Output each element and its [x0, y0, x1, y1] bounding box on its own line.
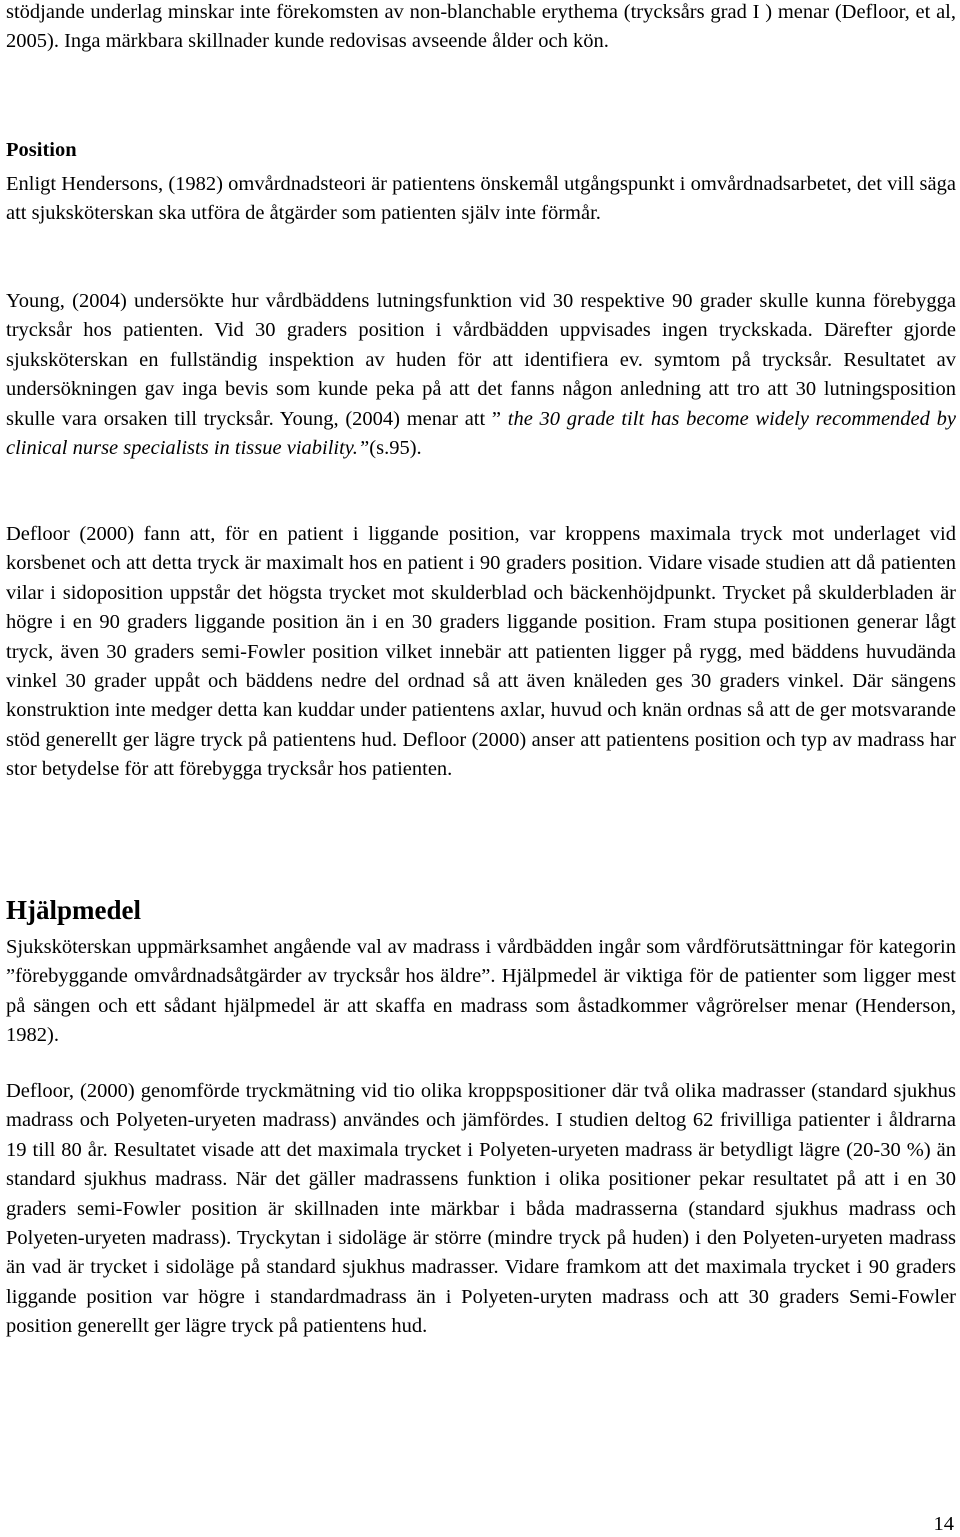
page-number: 14	[933, 1513, 954, 1535]
young-text: Young, (2004) undersökte hur vårdbäddens lutningsfunktion vid 30 respektive 90 grader skulle kunna förebygga trycksår hos patienten. Vid 30 graders position i vårdbädden uppvisades ingen tryckskada. Därefter gjorde sjuksköterskan en fullständig inspektion av huden för att identifiera ev. symtom på trycksår. Resultatet av undersökningen gav inga bevis som kunde peka på att det fanns någon anledning att tro att 30 lutningsposition skulle vara orsaken till trycksår. Young, (2004) menar att ”	[6, 290, 956, 430]
heading-hjalpmedel: Hjälpmedel	[6, 895, 141, 925]
young-citation: (s.95).	[369, 437, 422, 460]
paragraph-position: Enligt Hendersons, (1982) omvårdnadsteori är patientens önskemål utgångspunkt i omvårdnadsarbetet, det vill säga att sjuksköterskan ska utföra de åtgärder som patienten själv inte förmår.	[6, 173, 956, 225]
heading-position: Position	[6, 139, 77, 161]
paragraph-intro: stödjande underlag minskar inte förekomsten av non-blanchable erythema (trycksårs grad I ) menar (Defloor, et al, 2005). Inga märkbara skillnader kunde redovisas avseende ålder och kön.	[6, 1, 956, 53]
paragraph-defloor-2: Defloor, (2000) genomförde tryckmätning vid tio olika kroppspositioner där två olika madrasser (standard sjukhus madrass och Polyeten-uryeten madrass) användes och jämfördes. I studien deltog 62 frivilliga patienter i åldrarna 19 till 80 år. Resultatet visade att det maximala trycket i Polyeten-uryeten madrass är betydligt lägre (20-30 %) än standard sjukhus madrass. När det gäller madrassens funktion i olika positioner pekar resultatet på att i en 30 graders semi-Fowler position är skillnaden inte märkbar i båda madrasserna (standard sjukhus madrass och Polyeten-uryeten madrass). Tryckytan i sidoläge är större (mindre tryck på huden) i den Polyeten-uryeten madrass än vad är trycket i sidoläge på standard sjukhus madrasser. Vidare framkom att det maximala trycket i 90 graders liggande position var högre i standardmadrass än i Polyeten-uryten madrass och att 30 graders Semi-Fowler position generellt ger lägre tryck på patientens hud.	[6, 1080, 956, 1338]
young-quote: the 30 grade tilt has become widely recommended by clinical nurse specialists in tissue viability.”	[6, 407, 956, 460]
paragraph-hjalpmedel: Sjuksköterskan uppmärksamhet angående val av madrass i vårdbädden ingår som vårdförutsättningar för kategorin ”förebyggande omvårdnadsåtgärder av trycksår hos äldre”. Hjälpmedel är viktiga för de patienter som ligger mest på sängen och ett sådant hjälpmedel är att skaffa en madrass som åstadkommer vågrörelser menar (Henderson, 1982).	[6, 936, 956, 1047]
paragraph-defloor-1: Defloor (2000) fann att, för en patient i liggande position, var kroppens maximala tryck mot underlaget vid korsbenet och att detta tryck är maximalt hos en patient i 90 graders position. Vidare visade studien att då patienten vilar i sidoposition uppstår det högsta trycket mot skulderblad och bäckenhöjdpunkt. Trycket på skulderbladen är högre i en 90 graders liggande position än i en 30 graders liggande position. Fram stupa positionen generar lågt tryck, även 30 graders semi-Fowler position vilket innebär att patienten ligger på rygg, med bäddens huvudända vinkel 30 grader uppåt och bäddens nedre del ordnad så att även knäleden ges 30 graders vinkel. Där sängens konstruktion inte medger detta kan kuddar under patientens axlar, huvud och knän ordnas så att de ger motsvarande stöd generellt ger lägre tryck på patientens hud. Defloor (2000) anser att patientens position och typ av madrass har stor betydelse för att förebygga trycksår hos patienten.	[6, 523, 956, 781]
paragraph-young	[6, 287, 956, 463]
